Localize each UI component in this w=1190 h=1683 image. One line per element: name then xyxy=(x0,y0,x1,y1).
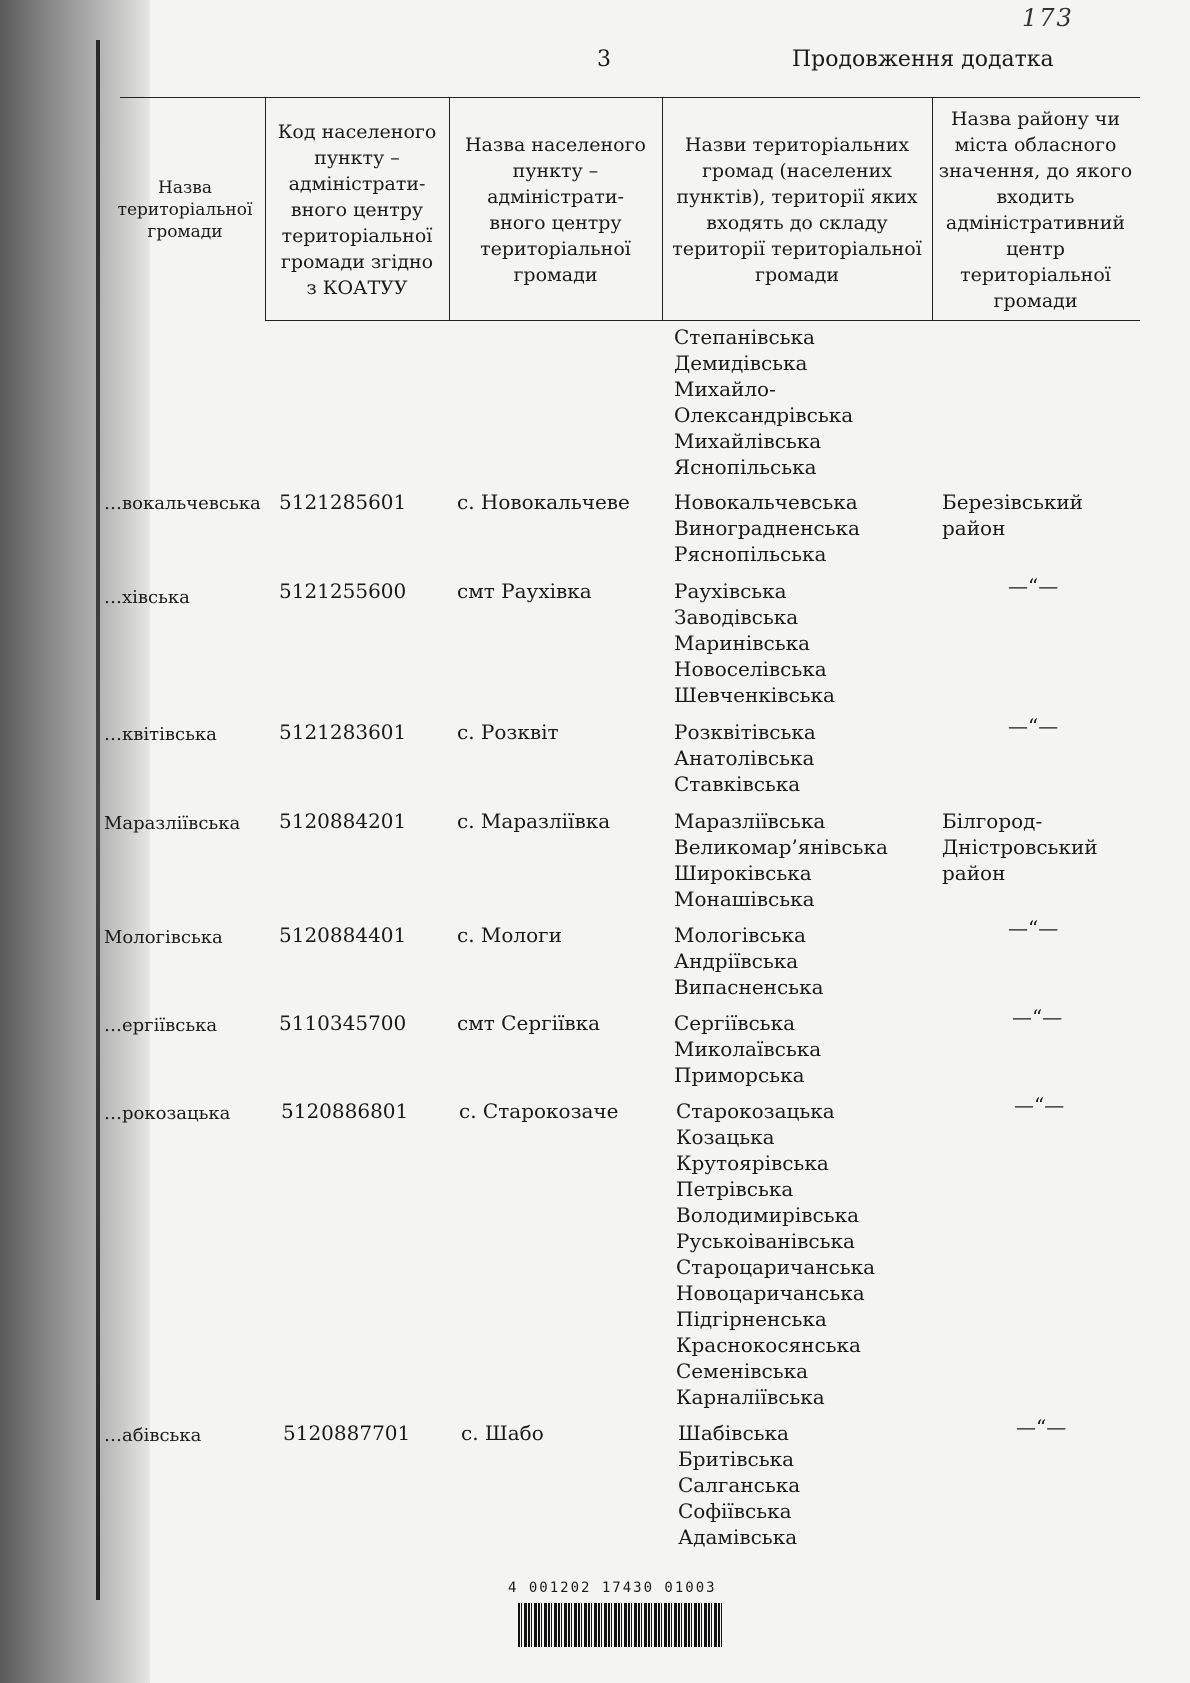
row-code: 5120884401 xyxy=(279,923,407,947)
barcode xyxy=(518,1603,724,1647)
row-district: —“— xyxy=(1016,1415,1067,1439)
row-center: с. Новокальчеве xyxy=(457,490,630,514)
row-community-name: …хівська xyxy=(104,587,190,608)
row-district: —“— xyxy=(1008,916,1059,940)
barcode-number: 4 001202 17430 01003 xyxy=(508,1580,717,1596)
row-code: 5121283601 xyxy=(279,720,407,744)
row-district: Березівський район xyxy=(942,490,1083,540)
row-community-name: …рокозацька xyxy=(104,1103,231,1124)
row-district: —“— xyxy=(1008,714,1059,738)
binding-thread xyxy=(96,40,100,1600)
row-members: Новокальчевська Виноградненська Ряснопільська xyxy=(674,490,860,566)
row-members: Мологівська Андріївська Випасненська xyxy=(674,923,824,999)
row-district: —“— xyxy=(1008,574,1059,598)
row-community-name: …абівська xyxy=(104,1425,202,1446)
row-members: Старокозацька Козацька Крутоярівська Петрівська Володимирівська Руськоіванівська Староцаричанська Новоцаричанська Підгірненська Краснокосянська Семенівська Карналіївська xyxy=(676,1099,876,1409)
header-community-name: Назва територіальної громади xyxy=(117,178,253,242)
header-district: Назва району чи міста обласного значення, до якого входить адміністративний центр територіальної громади xyxy=(938,108,1133,312)
row-center: смт Раухівка xyxy=(457,579,592,603)
row-code: 5121285601 xyxy=(279,490,407,514)
row-district: —“— xyxy=(1014,1093,1065,1117)
row-code: 5120884201 xyxy=(279,809,407,833)
header-center-name: Назва населеного пункту – адміністрати- вного центру територіальної громади xyxy=(464,134,646,286)
header-koatuu-code: Код населеного пункту – адміністрати- вного центру територіальної громади згідно з КОАТУУ xyxy=(277,121,437,299)
row-code: 5120887701 xyxy=(283,1421,411,1445)
row-center: с. Розквіт xyxy=(457,720,559,744)
continued-members: Степанівська Демидівська Михайло- Олександрівська Михайлівська Яснопільська xyxy=(674,325,854,479)
row-community-name: Маразліївська xyxy=(104,813,241,834)
row-community-name: Мологівська xyxy=(104,927,223,948)
row-community-name: …вокальчевська xyxy=(104,493,261,514)
row-code: 5110345700 xyxy=(279,1011,407,1035)
row-members: Розквітівська Анатолівська Ставківська xyxy=(674,720,816,796)
page-number: 3 xyxy=(597,47,611,72)
row-members: Маразліївська Великомар’янівська Широківська Монашівська xyxy=(674,809,888,911)
row-district: Білгород- Дністровський район xyxy=(942,809,1098,885)
row-members: Раухівська Заводівська Маринівська Новоселівська Шевченківська xyxy=(674,579,835,707)
row-center: с. Старокозаче xyxy=(459,1099,619,1123)
row-members: Шабівська Бритівська Салганська Софіївська Адамівська xyxy=(678,1421,801,1549)
header-member-communities: Назви територіальних громад (населених пунктів), території яких входять до складу території територіальної громади xyxy=(672,134,922,286)
row-community-name: …квітівська xyxy=(104,724,217,745)
row-code: 5120886801 xyxy=(281,1099,409,1123)
row-center: смт Сергіївка xyxy=(457,1011,601,1035)
row-center: с. Мологи xyxy=(457,923,562,947)
row-members: Сергіївська Миколаївська Приморська xyxy=(674,1011,822,1087)
row-code: 5121255600 xyxy=(279,579,407,603)
header-bottom-rule xyxy=(265,320,1140,321)
continuation-title: Продовження додатка xyxy=(792,47,1054,72)
row-district: —“— xyxy=(1012,1005,1063,1029)
row-community-name: …ергіївська xyxy=(104,1015,218,1036)
row-center: с. Маразліївка xyxy=(457,809,611,833)
table-top-rule xyxy=(120,97,1140,98)
row-center: с. Шабо xyxy=(461,1421,544,1445)
handwritten-page-mark: 173 xyxy=(1022,4,1074,32)
